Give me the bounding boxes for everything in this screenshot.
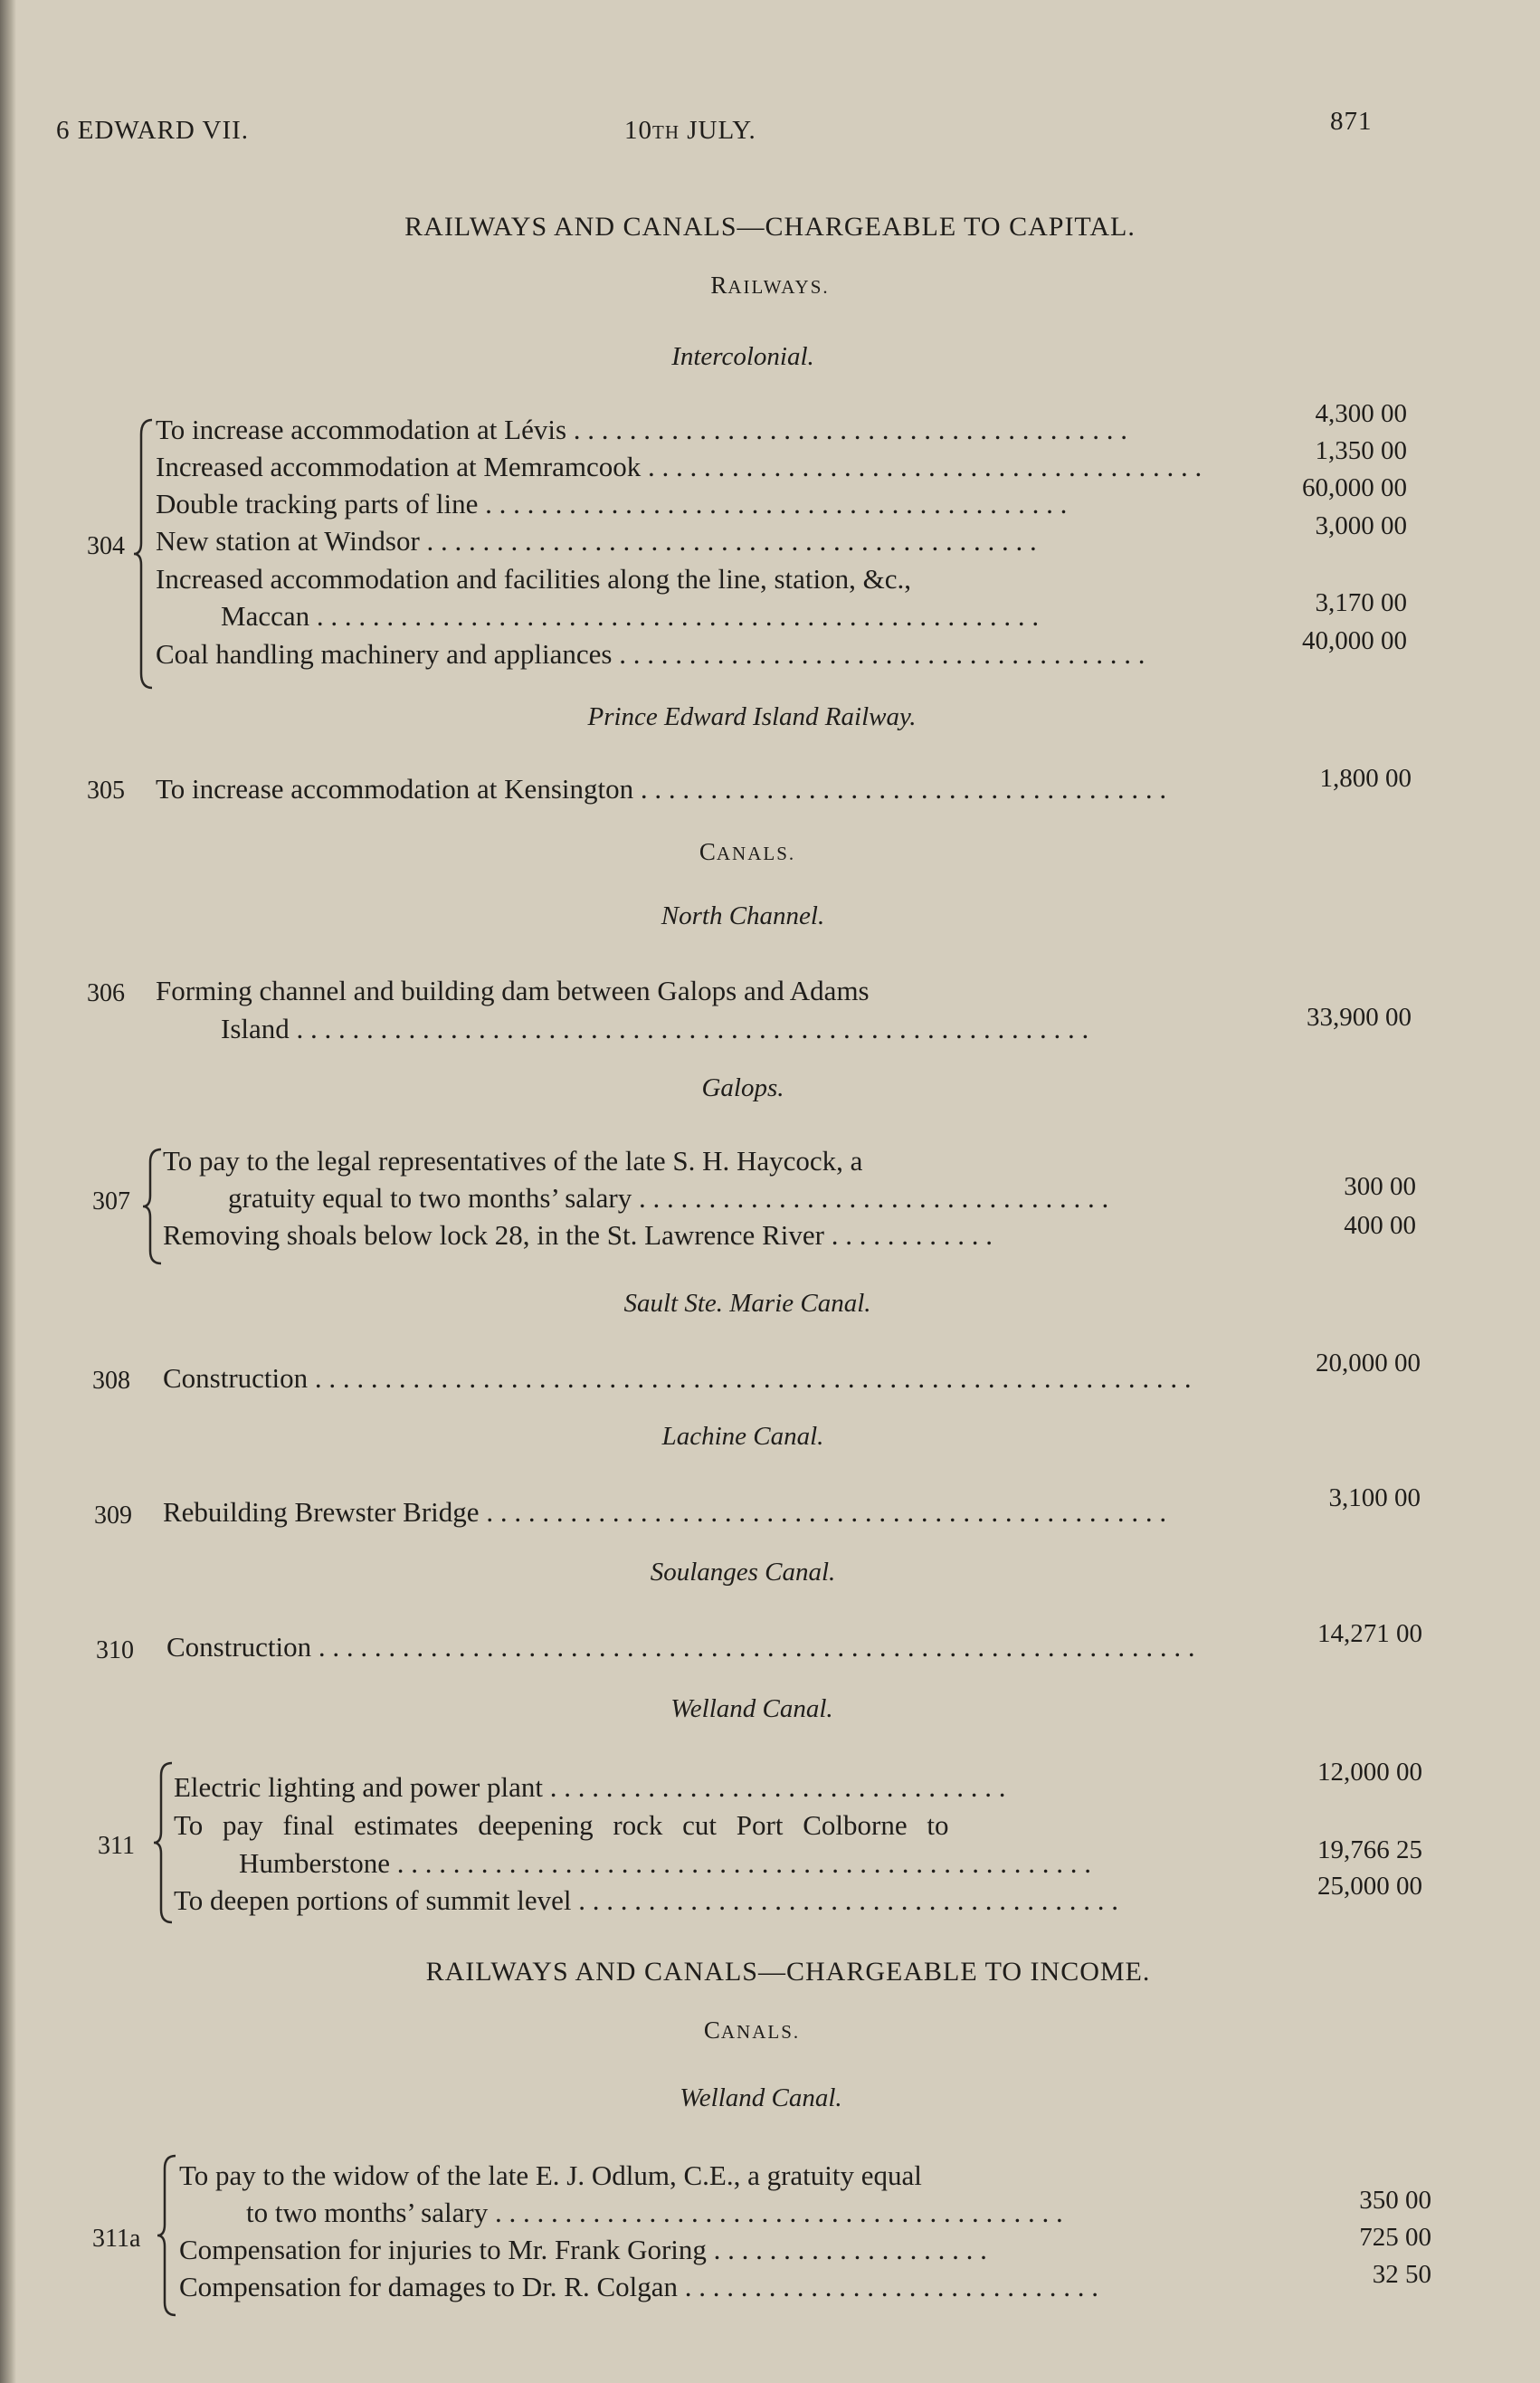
entry-306-island: Island . . . . . . . . . . . . . . . . . . . . . . . . . . . . . . . . . . . . . . . . . . . . . . . . . . . . . . . . . bbox=[221, 1013, 1089, 1044]
amount-311-humberstone: 19,766 25 bbox=[1317, 1835, 1422, 1864]
running-head-date bbox=[624, 116, 756, 146]
amount-311-summit-level: 25,000 00 bbox=[1317, 1872, 1422, 1901]
amount-311a-gratuity: 350 00 bbox=[1359, 2186, 1431, 2215]
subheading-intercolonial: Intercolonial. bbox=[671, 342, 814, 371]
date-day: 10 bbox=[624, 116, 652, 145]
date-month: JULY. bbox=[687, 116, 756, 145]
item-number-309: 309 bbox=[94, 1501, 132, 1530]
page-number: 871 bbox=[1330, 107, 1373, 136]
amount-304-double-tracking: 60,000 00 bbox=[1302, 473, 1407, 502]
amount-304-windsor: 3,000 00 bbox=[1315, 511, 1407, 540]
brace-307 bbox=[143, 1148, 165, 1265]
item-number-306: 306 bbox=[87, 979, 125, 1007]
entry-311-humberstone: Humberstone . . . . . . . . . . . . . . . . . . . . . . . . . . . . . . . . . . . . . . . . . . . . . . . . . . bbox=[239, 1847, 1092, 1879]
entry-311a-goring: Compensation for injuries to Mr. Frank Goring . . . . . . . . . . . . . . . . . . . . bbox=[179, 2234, 987, 2265]
item-number-304: 304 bbox=[87, 532, 125, 560]
entry-307-shoals: Removing shoals below lock 28, in the St. Lawrence River . . . . . . . . . . . . bbox=[163, 1219, 993, 1251]
item-number-305: 305 bbox=[87, 777, 125, 805]
amount-304-levis: 4,300 00 bbox=[1315, 399, 1407, 428]
entry-304-windsor: New station at Windsor . . . . . . . . . . . . . . . . . . . . . . . . . . . . . . . . . . . . . . . . . . . . bbox=[156, 525, 1037, 557]
entry-304-double-tracking: Double tracking parts of line . . . . . . . . . . . . . . . . . . . . . . . . . . . . . . . . . . . . . . . . . . bbox=[156, 488, 1068, 519]
entry-307-haycock: To pay to the legal representatives of the late S. H. Haycock, a bbox=[163, 1145, 863, 1177]
entry-308-construction: Construction . . . . . . . . . . . . . . . . . . . . . . . . . . . . . . . . . . . . . . . . . . . . . . . . . . . . . . . . . . . . . . . bbox=[163, 1362, 1192, 1394]
subheading-north-channel: North Channel. bbox=[661, 901, 825, 930]
date-suffix: TH bbox=[652, 121, 680, 143]
entry-304-maccan: Maccan . . . . . . . . . . . . . . . . . . . . . . . . . . . . . . . . . . . . . . . . . . . . . . . . . . . . bbox=[221, 600, 1040, 632]
amount-307-gratuity: 300 00 bbox=[1344, 1172, 1416, 1201]
entry-304-memramcook: Increased accommodation at Memramcook . . . . . . . . . . . . . . . . . . . . . . . . . . . . . . . . . . . . . . . . bbox=[156, 451, 1203, 482]
amount-311a-goring: 725 00 bbox=[1359, 2223, 1431, 2252]
amount-308: 20,000 00 bbox=[1316, 1349, 1421, 1377]
amount-305-kensington: 1,800 00 bbox=[1319, 764, 1412, 793]
brace-304 bbox=[134, 418, 156, 690]
amount-309: 3,100 00 bbox=[1328, 1483, 1421, 1512]
entry-304-levis: To increase accommodation at Lévis . . . . . . . . . . . . . . . . . . . . . . . . . . . . . . . . . . . . . . . . bbox=[156, 414, 1128, 445]
entry-304-coal-handling: Coal handling machinery and appliances . . . . . . . . . . . . . . . . . . . . . . . . . . . . . . . . . . . . . . bbox=[156, 638, 1145, 670]
item-number-307: 307 bbox=[92, 1187, 130, 1215]
amount-304-coal-handling: 40,000 00 bbox=[1302, 626, 1407, 655]
entry-305-kensington: To increase accommodation at Kensington . . . . . . . . . . . . . . . . . . . . . . . . . . . . . . . . . . . . . . bbox=[156, 773, 1167, 805]
subheading-soulanges: Soulanges Canal. bbox=[650, 1558, 836, 1587]
entry-311-summit-level: To deepen portions of summit level . . . . . . . . . . . . . . . . . . . . . . . . . . . . . . . . . . . . . . . bbox=[174, 1884, 1118, 1916]
entry-311-electric-lighting: Electric lighting and power plant . . . . . . . . . . . . . . . . . . . . . . . . . . . . . . . . . bbox=[174, 1771, 1006, 1803]
section-canals-income: CANALS. bbox=[703, 2016, 801, 2044]
brace-311 bbox=[154, 1761, 176, 1924]
item-number-310: 310 bbox=[96, 1636, 134, 1664]
subheading-welland: Welland Canal. bbox=[670, 1694, 833, 1723]
amount-311-electric-lighting: 12,000 00 bbox=[1317, 1758, 1422, 1787]
entry-304-facilities: Increased accommodation and facilities along the line, station, &c., bbox=[156, 563, 911, 595]
heading-chargeable-to-capital: RAILWAYS AND CANALS—CHARGEABLE TO CAPITAL. bbox=[404, 212, 1136, 242]
entry-309-brewster: Rebuilding Brewster Bridge . . . . . . . . . . . . . . . . . . . . . . . . . . . . . . . . . . . . . . . . . . . . . . . . . bbox=[163, 1496, 1167, 1528]
amount-304-maccan: 3,170 00 bbox=[1315, 588, 1407, 617]
subheading-galops: Galops. bbox=[701, 1073, 784, 1102]
subheading-lachine: Lachine Canal. bbox=[661, 1422, 824, 1451]
running-head-session: 6 EDWARD VII. bbox=[56, 116, 250, 145]
section-canals: CANALS. bbox=[699, 838, 796, 865]
amount-307-shoals: 400 00 bbox=[1344, 1211, 1416, 1240]
entry-311a-gratuity: to two months’ salary . . . . . . . . . . . . . . . . . . . . . . . . . . . . . . . . . . . . . . . . . bbox=[246, 2197, 1063, 2228]
heading-chargeable-to-income: RAILWAYS AND CANALS—CHARGEABLE TO INCOME. bbox=[425, 1957, 1151, 1987]
entry-310-construction: Construction . . . . . . . . . . . . . . . . . . . . . . . . . . . . . . . . . . . . . . . . . . . . . . . . . . . . . . . . . . . . . . . bbox=[166, 1631, 1195, 1663]
subheading-sault-ste-marie: Sault Ste. Marie Canal. bbox=[623, 1289, 871, 1318]
entry-311a-odlum: To pay to the widow of the late E. J. Odlum, C.E., a gratuity equal bbox=[179, 2159, 922, 2191]
subheading-pei-railway: Prince Edward Island Railway. bbox=[587, 702, 917, 731]
entry-306-line1: Forming channel and building dam between Galops and Adams bbox=[156, 975, 870, 1006]
item-number-311: 311 bbox=[98, 1832, 135, 1860]
item-number-311a: 311a bbox=[92, 2225, 141, 2253]
brace-311a bbox=[157, 2154, 179, 2317]
amount-310: 14,271 00 bbox=[1317, 1619, 1422, 1648]
entry-307-gratuity: gratuity equal to two months’ salary . . . . . . . . . . . . . . . . . . . . . . . . . . . . . . . . . . bbox=[228, 1182, 1109, 1214]
amount-306: 33,900 00 bbox=[1307, 1003, 1412, 1032]
entry-311-final-estimates: To pay final estimates deepening rock cut Port Colborne to bbox=[174, 1809, 949, 1841]
subheading-welland-income: Welland Canal. bbox=[680, 2083, 842, 2112]
item-number-308: 308 bbox=[92, 1367, 130, 1395]
section-railways: RAILWAYS. bbox=[710, 272, 830, 299]
amount-311a-colgan: 32 50 bbox=[1372, 2260, 1431, 2289]
amount-304-memramcook: 1,350 00 bbox=[1315, 436, 1407, 465]
entry-311a-colgan: Compensation for damages to Dr. R. Colgan . . . . . . . . . . . . . . . . . . . . . . . . . . . . . . bbox=[179, 2271, 1099, 2302]
